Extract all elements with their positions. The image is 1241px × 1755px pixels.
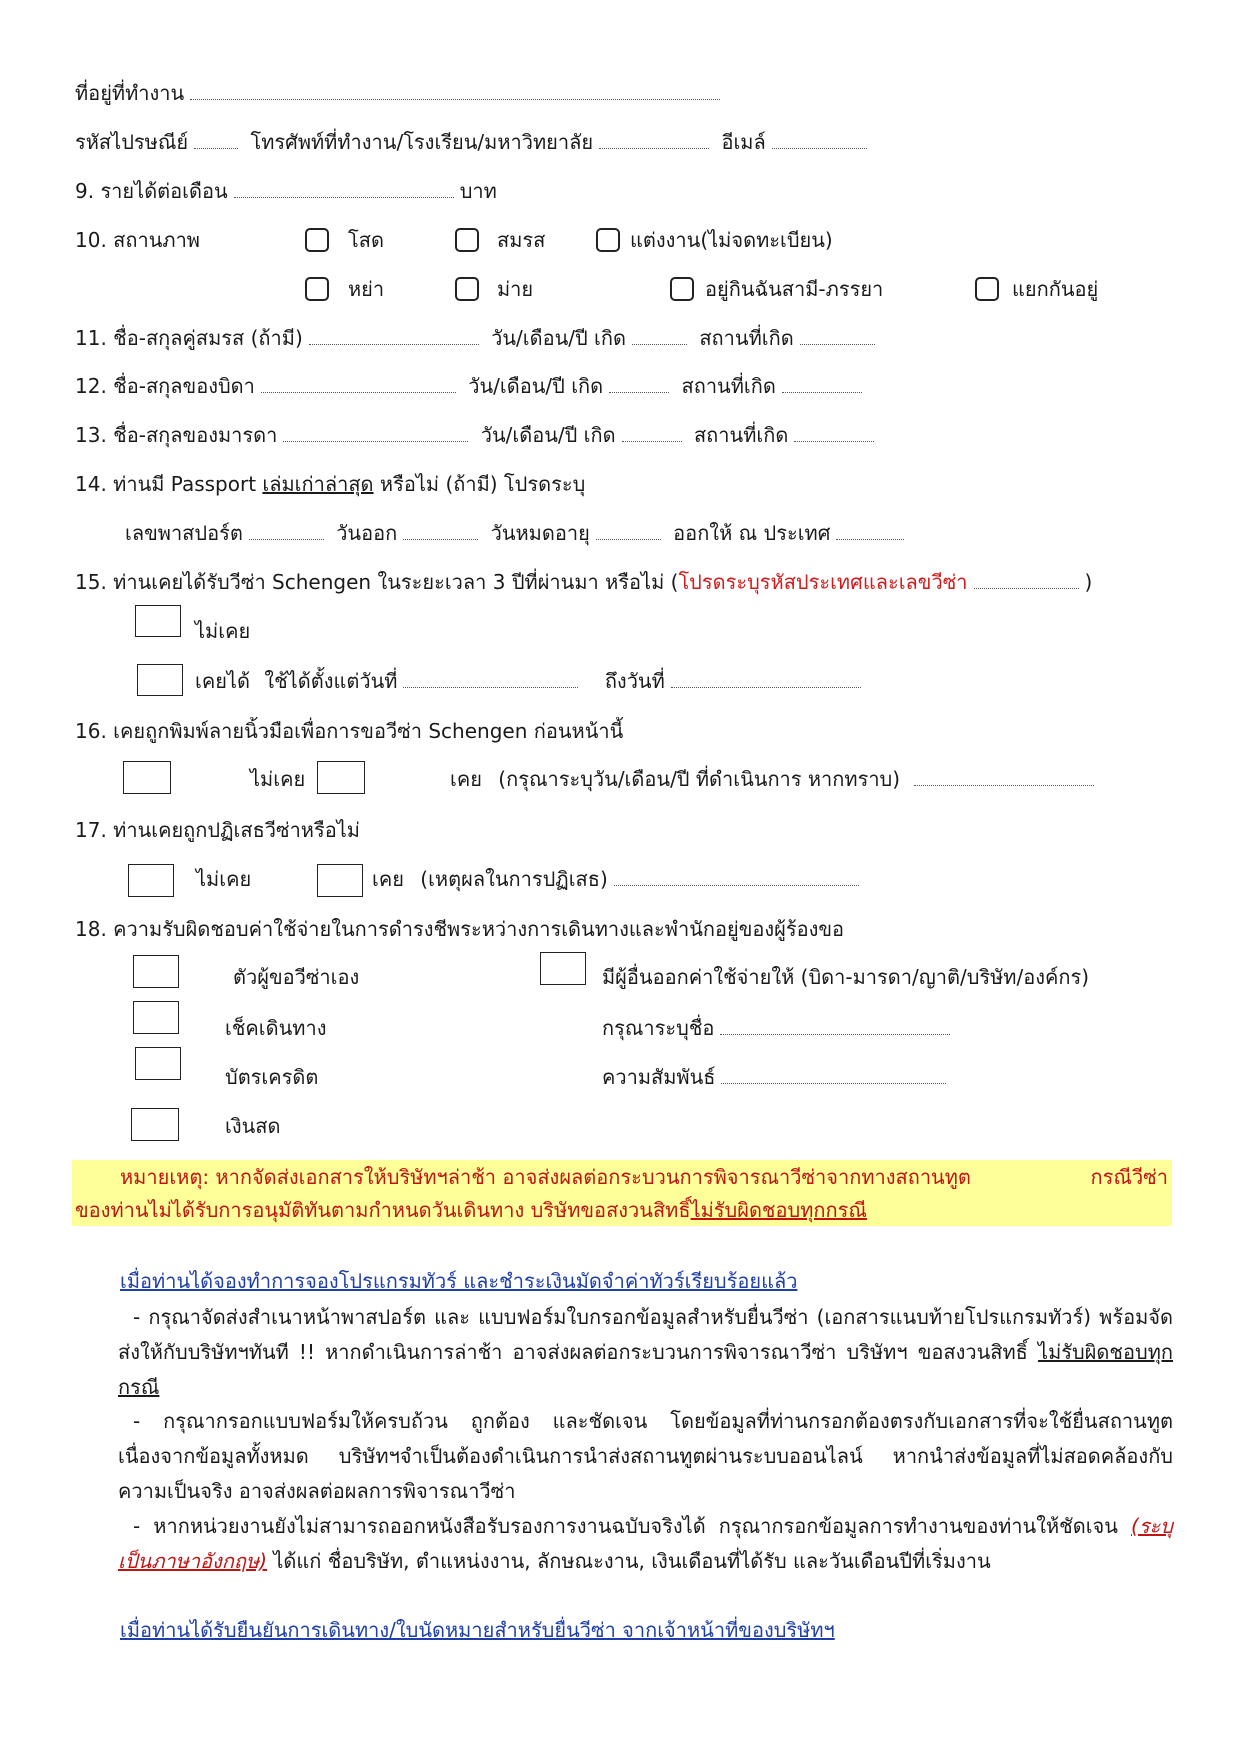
spouse-place-field[interactable]: [800, 326, 875, 345]
q15-row: [75, 569, 1092, 595]
q16-detail-field[interactable]: [914, 767, 1094, 786]
q18-relation-label: ความสัมพันธ์: [602, 1065, 716, 1089]
q13-row: [75, 422, 880, 448]
father-dob-field[interactable]: [609, 374, 669, 393]
mother-dob-field[interactable]: [622, 423, 682, 442]
q16-never-label: ไม่เคย: [250, 767, 306, 791]
q17-never-checkbox[interactable]: [128, 864, 174, 897]
passport-no-field[interactable]: [249, 521, 324, 540]
note-disclaimer: ไม่รับผิดชอบทุกกรณี: [690, 1198, 867, 1222]
section1-heading[interactable]: เมื่อท่านได้จองทำการจองโปรแกรมทัวร์ และชำระเงินมัดจำค่าทัวร์เรียบร้อยแล้ว: [120, 1269, 798, 1293]
q17-label: 17. ท่านเคยถูกปฏิเสธวีซ่าหรือไม่: [75, 818, 360, 842]
status-cohabiting-checkbox[interactable]: [670, 277, 694, 301]
q15-to-field[interactable]: [671, 669, 861, 688]
q11-place-label: สถานที่เกิด: [699, 326, 794, 350]
q18-name-field[interactable]: [720, 1016, 950, 1035]
phone-field[interactable]: [599, 130, 709, 149]
q18-card-label: บัตรเครดิต: [225, 1065, 319, 1089]
work-address-row: [75, 80, 726, 106]
visa-code-field[interactable]: [974, 570, 1079, 589]
mother-place-field[interactable]: [794, 423, 874, 442]
status-married-checkbox[interactable]: [455, 228, 479, 252]
q17-yes-row: [372, 866, 865, 892]
section1-p3-end: ได้แก่ ชื่อบริษัท, ตำแหน่งงาน, ลักษณะงาน, เงินเดือนที่ได้รับ และวันเดือนปีที่เริ่มงาน: [267, 1549, 991, 1573]
q18-cash-checkbox[interactable]: [131, 1108, 179, 1141]
q16-detail: (กรุณาระบุวัน/เดือน/ปี ที่ดำเนินการ หากทราบ): [498, 767, 901, 791]
q18-cheque-checkbox[interactable]: [133, 1001, 179, 1034]
section1-p1-underlined: ไม่รับผิดชอบทุกกรณี: [118, 1340, 1173, 1399]
status-single-label: โสด: [348, 228, 384, 252]
issue-label: วันออก: [336, 521, 398, 545]
q18-card-checkbox[interactable]: [135, 1047, 181, 1080]
father-name-field[interactable]: [261, 374, 456, 393]
q15-never-checkbox[interactable]: [135, 605, 181, 637]
note-line1: หมายเหตุ: หากจัดส่งเอกสารให้บริษัทฯล่าช้า อาจส่งผลต่อกระบวนการพิจารณาวีซ่าจากทางสถานทูต: [120, 1165, 971, 1189]
q18-other-checkbox[interactable]: [540, 952, 586, 985]
status-divorced-checkbox[interactable]: [305, 277, 329, 301]
note-line2: [75, 1193, 867, 1227]
q18-relation-row: [602, 1064, 952, 1090]
q16-yes-checkbox[interactable]: [317, 761, 365, 794]
q14-row: [75, 471, 585, 497]
q9-unit: บาท: [459, 179, 497, 203]
status-cohabiting-label: อยู่กินฉันสามี-ภรรยา: [705, 277, 884, 301]
phone-label: โทรศัพท์ที่ทำงาน/โรงเรียน/มหาวิทยาลัย: [250, 130, 594, 154]
section1-p1: [118, 1300, 1173, 1405]
status-widowed-checkbox[interactable]: [455, 277, 479, 301]
q11-dob-label: วัน/เดือน/ปี เกิด: [491, 326, 626, 350]
email-label: อีเมล์: [721, 130, 766, 154]
q10-label: 10. สถานภาพ: [75, 228, 200, 252]
father-place-field[interactable]: [782, 374, 862, 393]
q14-suffix: หรือไม่ (ถ้ามี) โปรดระบุ: [379, 472, 586, 496]
q17-detail-field[interactable]: [614, 867, 859, 886]
section1-p3-red: (ระบุเป็นภาษาอังกฤษ): [118, 1514, 1173, 1573]
q16-never-checkbox[interactable]: [123, 761, 171, 794]
income-field[interactable]: [234, 179, 454, 198]
q16-yes-label: เคย: [450, 767, 482, 791]
q16-yes-row: [450, 766, 1100, 792]
q12-place-label: สถานที่เกิด: [681, 374, 776, 398]
status-married-label: สมรส: [497, 228, 546, 252]
note-box: [72, 1160, 1172, 1226]
q14-underlined: เล่มเก่าล่าสุด: [262, 472, 374, 496]
status-separated-checkbox[interactable]: [975, 277, 999, 301]
q15-never-label: ไม่เคย: [195, 619, 251, 643]
q14-detail-row: [125, 520, 910, 546]
q14-prefix: 14. ท่านมี Passport: [75, 472, 257, 496]
q12-dob-label: วัน/เดือน/ปี เกิด: [468, 374, 604, 398]
postal-row: [75, 129, 873, 155]
status-unregistered-label: แต่งงาน(ไม่จดทะเบียน): [630, 228, 833, 252]
q15-close: ): [1084, 570, 1093, 594]
status-divorced-label: หย่า: [348, 277, 385, 301]
q15-yes-row: [195, 668, 867, 694]
status-unregistered-checkbox[interactable]: [596, 228, 620, 252]
mother-name-field[interactable]: [283, 423, 468, 442]
q15-red-note: โปรดระบุรหัสประเทศและเลขวีซ่า: [678, 570, 968, 594]
q15-to-label: ถึงวันที่: [604, 669, 665, 693]
work-address-label: ที่อยู่ที่ทำงาน: [75, 81, 185, 105]
q12-row: [75, 373, 868, 399]
email-field[interactable]: [772, 130, 867, 149]
passport-no-label: เลขพาสปอร์ต: [125, 521, 243, 545]
q18-cheque-label: เช็คเดินทาง: [225, 1016, 327, 1040]
q15-yes-checkbox[interactable]: [137, 664, 183, 696]
postal-label: รหัสไปรษณีย์: [75, 130, 189, 154]
q18-self-label: ตัวผู้ขอวีซ่าเอง: [233, 965, 360, 989]
q17-never-label: ไม่เคย: [196, 867, 252, 891]
section1-p2: - กรุณากรอกแบบฟอร์มให้ครบถ้วน ถูกต้อง และชัดเจน โดยข้อมูลที่ท่านกรอกต้องตรงกับเอกสารที่จะใช้ยื่นสถานทูต เนื่องจากข้อมูลทั้งหมด บริษัทฯจำเป็นต้องดำเนินการนำส่งสถานทูตผ่านระบบออนไลน์ หากนำส่งข้อมูลที่ไม่สอดคล้องกับความเป็นจริง อาจส่งผลต่อผลการพิจารณาวีซ่า: [118, 1409, 1173, 1503]
q13-dob-label: วัน/เดือน/ปี เกิด: [480, 423, 616, 447]
q9-label: 9. รายได้ต่อเดือน: [75, 179, 228, 203]
q18-other-label: มีผู้อื่นออกค่าใช้จ่ายให้ (บิดา-มารดา/ญาติ/บริษัท/องค์กร): [602, 965, 1090, 989]
q15-from-field[interactable]: [403, 669, 578, 688]
note-line1-end: กรณีวีซ่า: [1090, 1165, 1168, 1189]
q18-label: 18. ความรับผิดชอบค่าใช้จ่ายในการดำรงชีพระหว่างการเดินทางและพำนักอยู่ของผู้ร้องขอ: [75, 917, 845, 941]
country-label: ออกให้ ณ ประเทศ: [673, 521, 831, 545]
q13-place-label: สถานที่เกิด: [693, 423, 789, 447]
q17-yes-checkbox[interactable]: [317, 864, 363, 897]
q17-yes-label: เคย: [372, 867, 404, 891]
q18-self-checkbox[interactable]: [133, 955, 179, 988]
section1-p3: [118, 1509, 1173, 1579]
q16-label: 16. เคยถูกพิมพ์ลายนิ้วมือเพื่อการขอวีซ่า Schengen ก่อนหน้านี้: [75, 719, 624, 743]
status-widowed-label: ม่าย: [497, 277, 534, 301]
q12-label: 12. ชื่อ-สกุลของบิดา: [75, 374, 255, 398]
q18-relation-field[interactable]: [721, 1065, 946, 1084]
section2-heading[interactable]: เมื่อท่านได้รับยืนยันการเดินทาง/ใบนัดหมายสำหรับยื่นวีซ่า จากเจ้าหน้าที่ของบริษัทฯ: [120, 1618, 835, 1642]
status-single-checkbox[interactable]: [305, 228, 329, 252]
work-address-field[interactable]: [190, 81, 720, 100]
country-field[interactable]: [836, 521, 904, 540]
section1-p1-text: - กรุณาจัดส่งสำเนาหน้าพาสปอร์ต และ แบบฟอร์มใบกรอกข้อมูลสำหรับยื่นวีซ่า (เอกสารแนบท้ายโปรแกรมทัวร์) พร้อมจัดส่งให้กับบริษัทฯทันที !! หากดำเนินการล่าช้า อาจส่งผลต่อกระบวนการพิจารณาวีซ่า บริษัทฯ ขอสงวนสิทธิ์: [118, 1305, 1173, 1364]
spouse-name-field[interactable]: [309, 326, 479, 345]
q13-label: 13. ชื่อ-สกุลของมารดา: [75, 423, 278, 447]
q17-detail: (เหตุผลในการปฏิเสธ): [420, 867, 608, 891]
q15-from-label: ใช้ได้ตั้งแต่วันที่: [264, 669, 398, 693]
q18-name-row: [602, 1015, 956, 1041]
q11-label: 11. ชื่อ-สกุลคู่สมรส (ถ้ามี): [75, 326, 303, 350]
q18-name-label: กรุณาระบุชื่อ: [602, 1016, 715, 1040]
q15-prefix: 15. ท่านเคยได้รับวีซ่า Schengen ในระยะเวลา 3 ปีที่ผ่านมา หรือไม่ (: [75, 570, 679, 594]
section1-p3-text: - หากหน่วยงานยังไม่สามารถออกหนังสือรับรองการงานฉบับจริงได้ กรุณากรอกข้อมูลการทำงานของท่านให้ชัดเจน: [133, 1514, 1118, 1538]
q15-yes-label: เคยได้: [195, 669, 250, 693]
expiry-field[interactable]: [596, 521, 661, 540]
q11-row: [75, 325, 881, 351]
issue-field[interactable]: [403, 521, 478, 540]
spouse-dob-field[interactable]: [632, 326, 687, 345]
postal-field[interactable]: [194, 130, 238, 149]
note-line2-text: ของท่านไม่ได้รับการอนุมัติทันตามกำหนดวันเดินทาง บริษัทขอสงวนสิทธิ์: [75, 1198, 691, 1222]
q9-row: [75, 178, 497, 204]
status-separated-label: แยกกันอยู่: [1012, 277, 1099, 301]
expiry-label: วันหมดอายุ: [490, 521, 590, 545]
q18-cash-label: เงินสด: [225, 1114, 281, 1138]
